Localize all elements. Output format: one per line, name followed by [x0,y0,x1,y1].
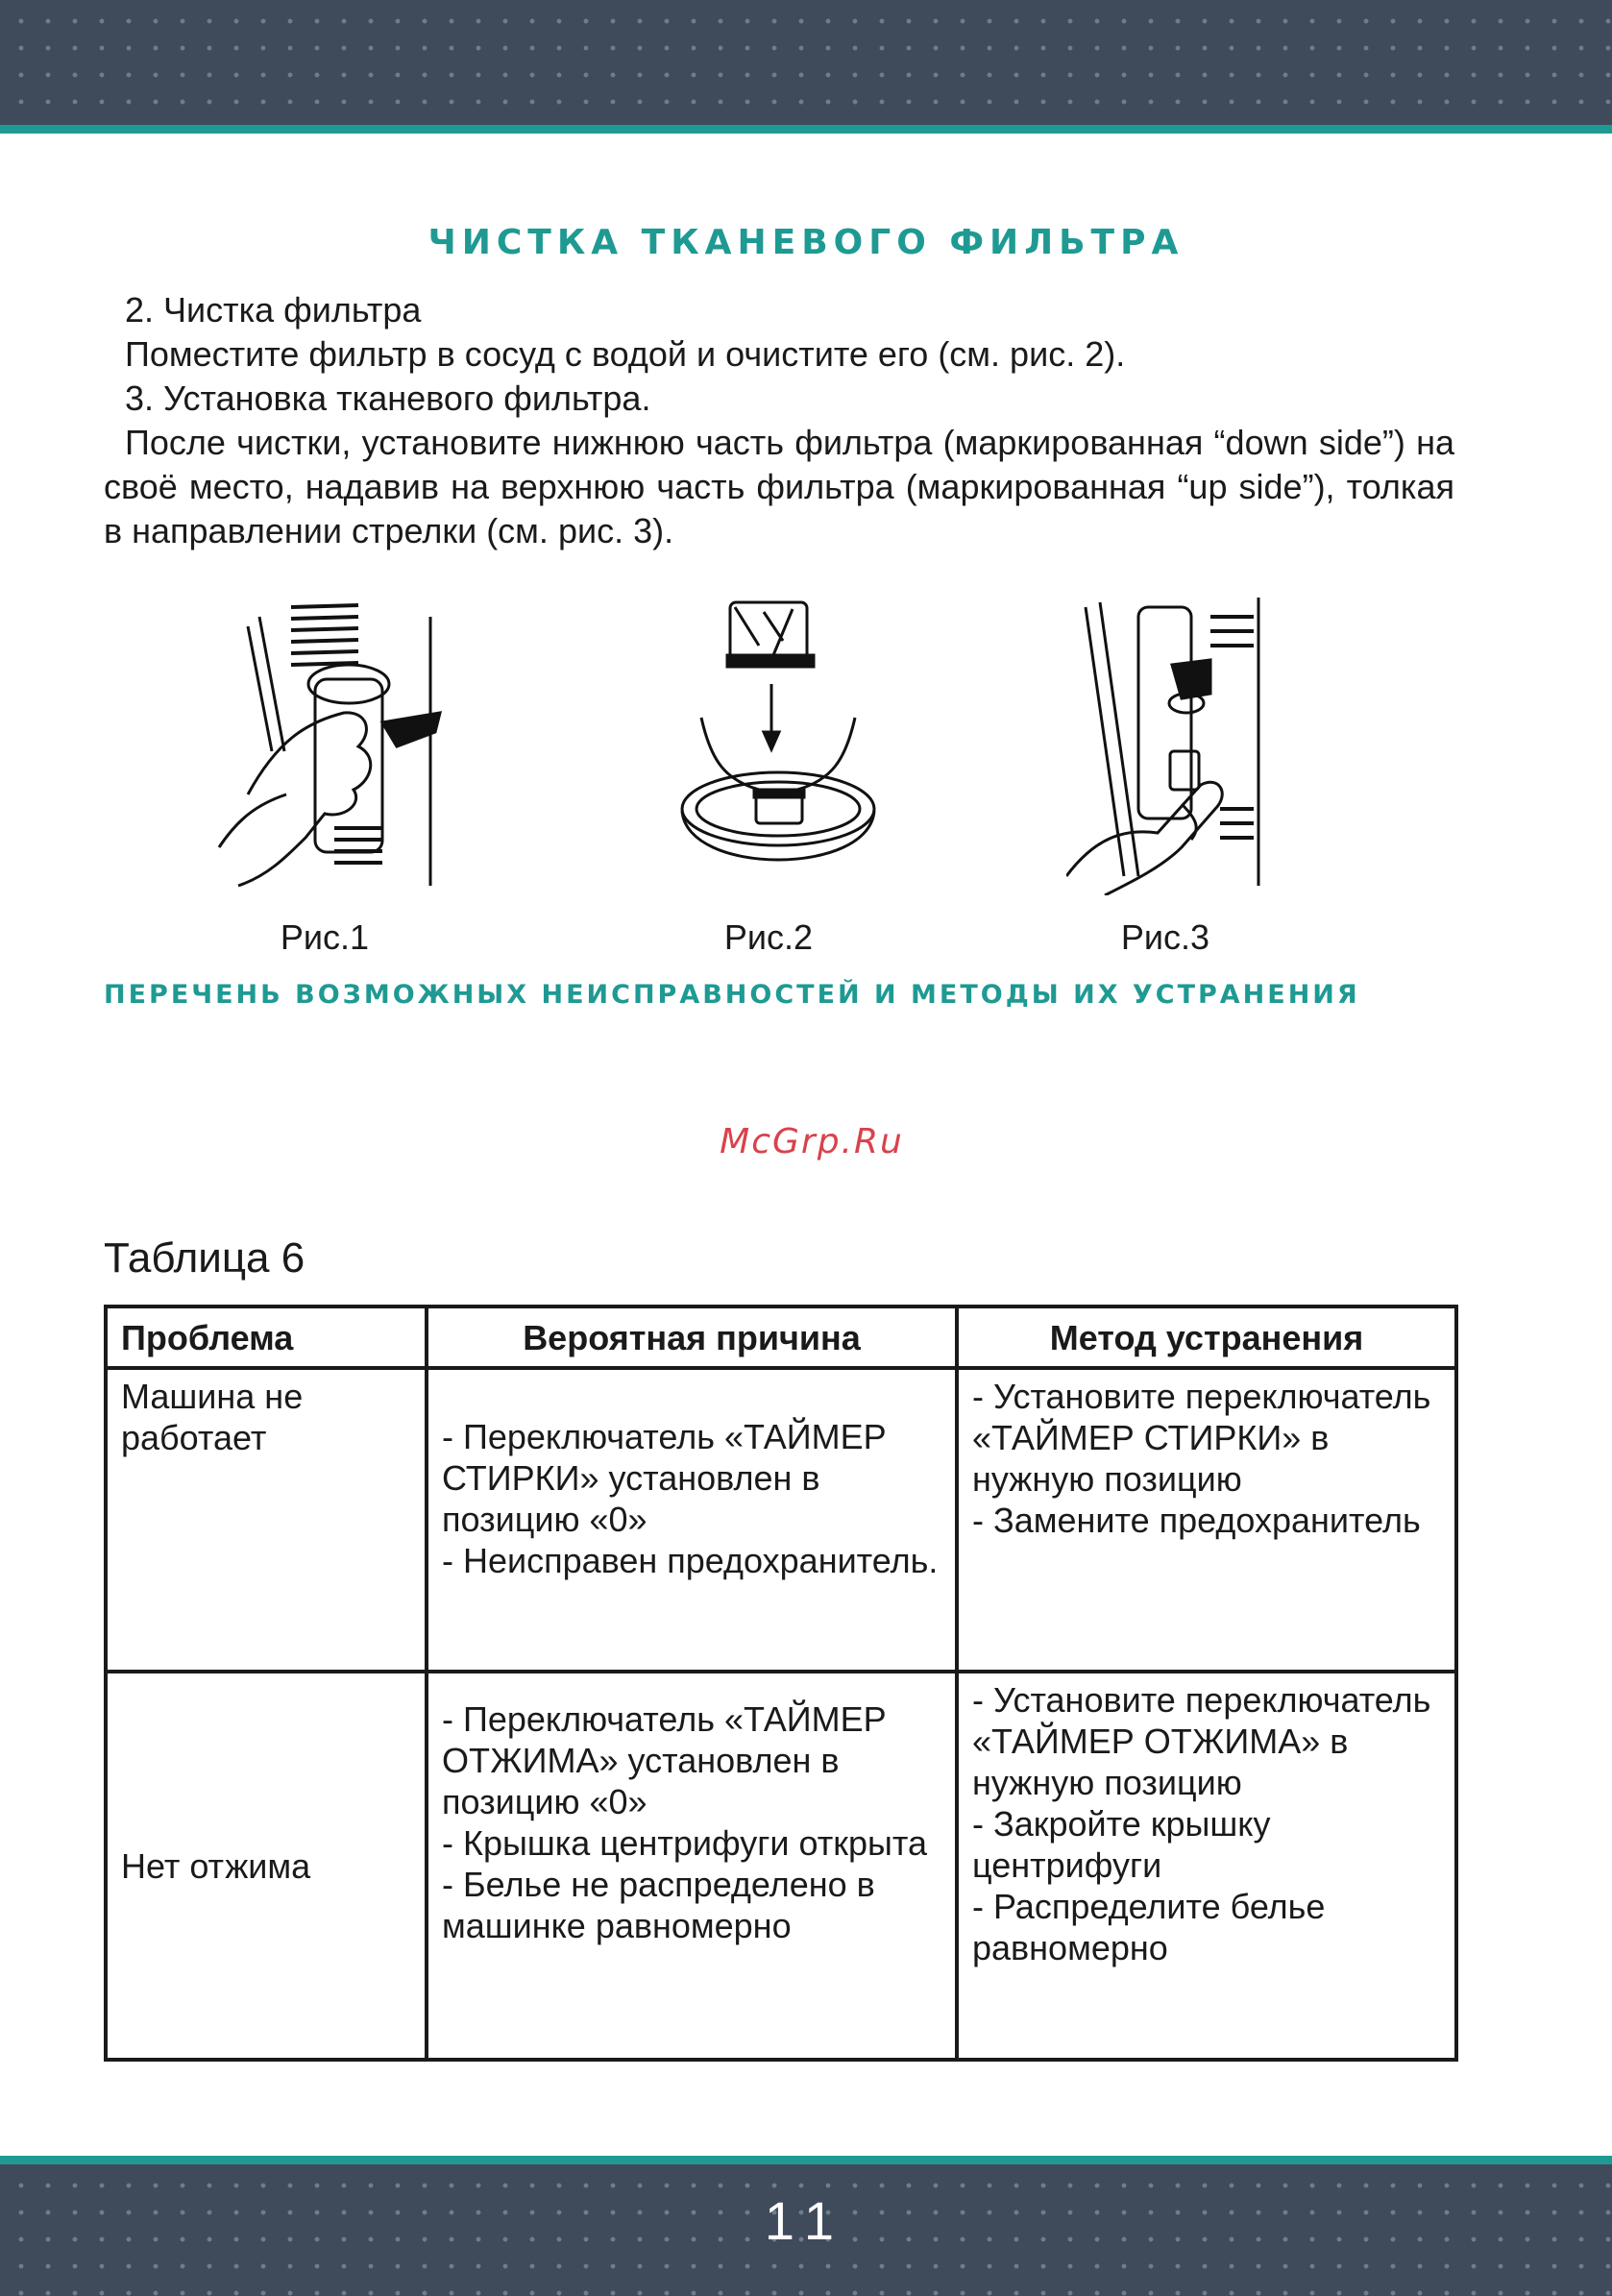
header-fix: Метод устранения [957,1307,1456,1368]
row-2-cause-line: - Крышка центрифуги открыта [442,1823,927,1863]
row-2-fix-line: - Распределите белье равномерно [972,1887,1326,1967]
row-2-cause [427,1672,957,2060]
row-1-cause-line: - Неисправен предохранитель. [442,1541,939,1580]
footer-band [0,2156,1612,2296]
row-1-fix [957,1368,1456,1672]
header-cause: Вероятная причина [427,1307,957,1368]
figure-2-illustration [668,588,889,895]
table-row [106,1368,1456,1672]
row-2-problem: Нет отжима [106,1672,427,2060]
troubleshooting-table [104,1305,1458,2062]
row-1-fix-line: - Замените предохранитель [972,1501,1421,1540]
header-problem: Проблема [106,1307,427,1368]
row-1-cause-line: - Переключатель «ТАЙМЕР СТИРКИ» установлен в позицию «0» [442,1417,887,1539]
row-1-fix-line: - Установите переключатель «ТАЙМЕР СТИРКИ» в нужную позицию [972,1377,1431,1499]
figure-1-illustration [200,588,450,895]
row-2-fix-line: - Установите переключатель «ТАЙМЕР ОТЖИМА» в нужную позицию [972,1680,1431,1802]
table-row [106,1672,1456,2060]
header-band [0,0,1612,134]
instructions [104,288,1454,553]
row-2-fix [957,1672,1456,2060]
section-subtitle: ПЕРЕЧЕНЬ ВОЗМОЖНЫХ НЕИСПРАВНОСТЕЙ И МЕТОДЫ ИХ УСТРАНЕНИЯ [104,980,1360,1010]
step-3-text: После чистки, установите нижнюю часть фильтра (маркированная “down side”) на своё место, надавив на верхнюю часть фильтра (маркированная “up side”), толкая в направлении стрелки (см. рис. 3). [104,423,1454,550]
page-number: 11 [764,2190,848,2251]
page-title: ЧИСТКА ТКАНЕВОГО ФИЛЬТРА [427,223,1185,262]
watermark: McGrp.Ru [720,1122,904,1161]
step-2-text: Поместите фильтр в сосуд с водой и очистите его (см. рис. 2). [125,334,1126,374]
row-2-cause-line: - Переключатель «ТАЙМЕР ОТЖИМА» установлен в позицию «0» [442,1699,887,1821]
figure-3-caption: Рис.3 [1120,917,1210,957]
figure-1-caption: Рис.1 [280,917,370,957]
table-header-row [106,1307,1456,1368]
figure-2-caption: Рис.2 [723,917,814,957]
step-3-heading: 3. Установка тканевого фильтра. [125,379,651,418]
row-1-problem: Машина не работает [106,1368,427,1672]
figure-3-illustration [1066,588,1278,895]
row-1-cause [427,1368,957,1672]
row-2-fix-line: - Закройте крышку центрифуги [972,1804,1271,1885]
step-2-heading: 2. Чистка фильтра [125,290,422,330]
row-2-cause-line: - Белье не распределено в машинке равномерно [442,1865,875,1945]
table-label: Таблица 6 [104,1234,305,1282]
